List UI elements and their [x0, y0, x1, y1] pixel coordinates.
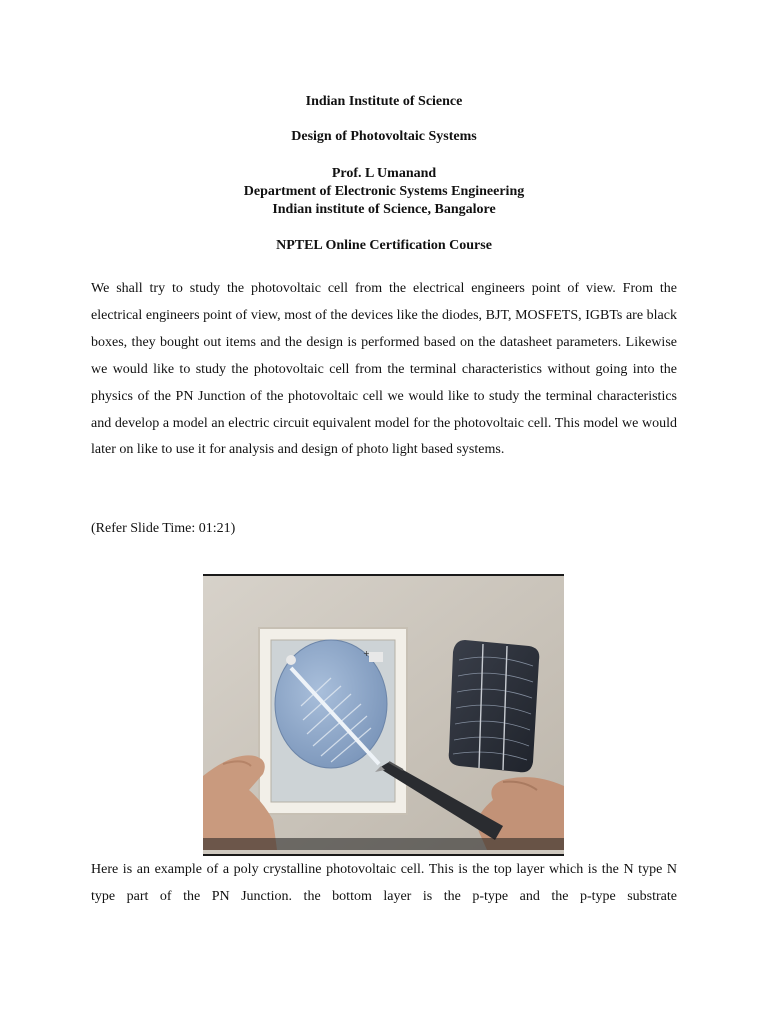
professor-name: Prof. L Umanand — [331, 166, 437, 181]
department-name: Department of Electronic Systems Engineering — [243, 184, 525, 199]
institute-location: Indian institute of Science, Bangalore — [272, 202, 496, 217]
body-paragraph-1: We shall try to study the photovoltaic cell from the electrical engineers point of view. From the electrical engineers point of view, most of the devices like the diodes, BJT, MOSFETS, IGBTs are black boxes, they bought out items and the design is performed based on the datasheet parameters. Likewise we would like to study the photovoltaic cell from the terminal characteristics without going into the physics of the PN Junction of the photovoltaic cell we would like to study the terminal characteristics and develop a model an electric circuit equivalent model for the photovoltaic cell. This model we would later on like to use it for analysis and design of photo light based systems. — [91, 281, 677, 458]
lecture-photo — [203, 574, 564, 856]
body-paragraph-2: Here is an example of a poly crystalline photovoltaic cell. This is the top layer which is the N type N type part of the PN Junction. the bottom layer is the p-type and the p-type substrate — [91, 862, 677, 904]
svg-text:+: + — [363, 649, 370, 658]
solar-cell-photo-illustration — [203, 576, 564, 850]
framed-round-solar-cell-icon — [259, 628, 407, 814]
slide-reference: (Refer Slide Time: 01:21) — [91, 521, 236, 536]
program-name: NPTEL Online Certification Course — [276, 238, 492, 253]
square-mono-solar-cell-icon — [449, 640, 540, 772]
course-title: Design of Photovoltaic Systems — [291, 129, 477, 144]
institute-heading: Indian Institute of Science — [305, 94, 463, 109]
